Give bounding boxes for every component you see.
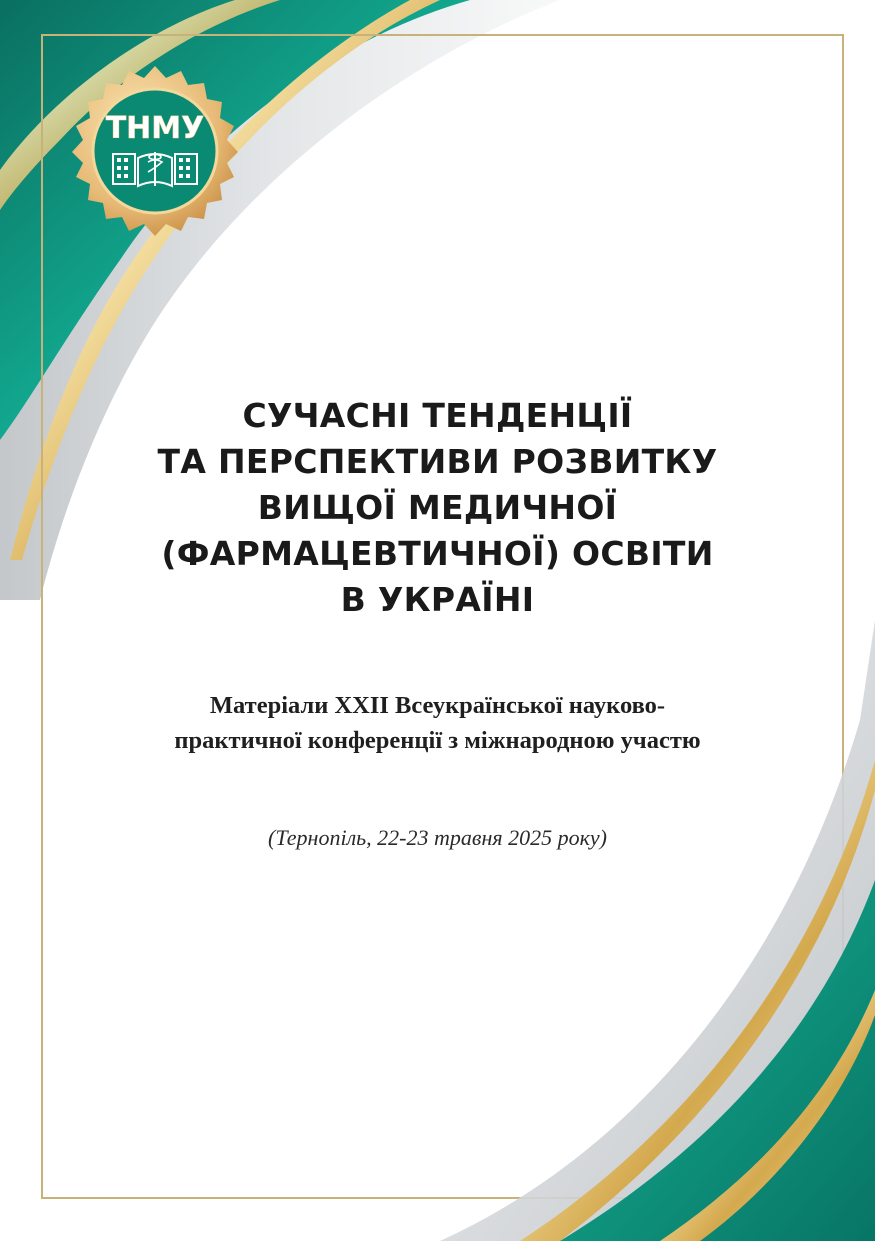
title-line: В УКРАЇНІ [340, 580, 535, 619]
conference-place-date: (Тернопіль, 22-23 травня 2025 року) [268, 825, 607, 850]
university-emblem [58, 54, 252, 248]
subtitle-line: Матеріали XXII Всеукраїнської науково- [209, 692, 666, 719]
title-line: ТА ПЕРСПЕКТИВИ РОЗВИТКУ [157, 442, 718, 481]
title-line: ВИЩОЇ МЕДИЧНОЇ [257, 488, 618, 527]
document-title [60, 393, 815, 623]
title-line: (ФАРМАЦЕВТИЧНОЇ) ОСВІТИ [161, 534, 714, 573]
emblem-text: ТНМУ [105, 111, 205, 146]
subtitle-line: практичної конференції з міжнародною участю [174, 727, 701, 754]
document-subtitle [60, 688, 815, 758]
title-line: СУЧАСНІ ТЕНДЕНЦІЇ [242, 396, 633, 435]
